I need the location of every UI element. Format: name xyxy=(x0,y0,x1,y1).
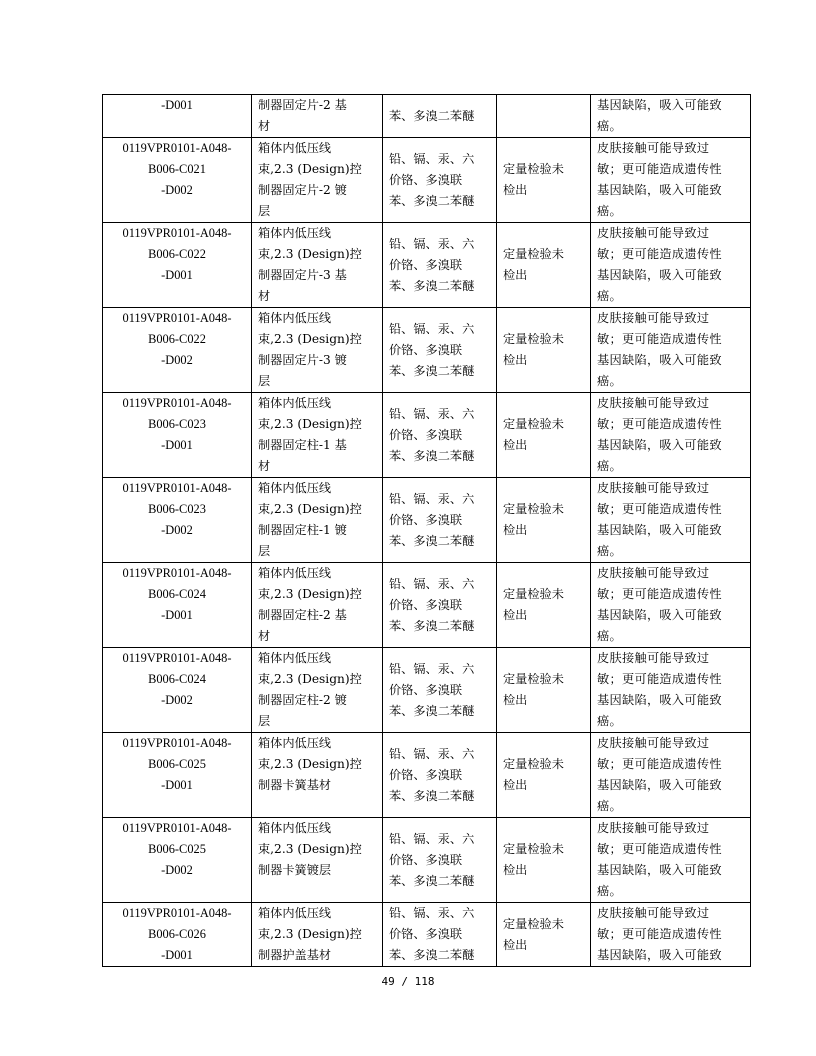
part-id-line: B006-C022 xyxy=(148,332,206,346)
part-id-line: 0119VPR0101-A048- xyxy=(122,226,232,240)
test-result-line: 定量检验未 xyxy=(503,502,564,516)
table-row xyxy=(103,138,751,223)
test-result-line: 定量检验未 xyxy=(503,842,564,856)
part-name-line: 层 xyxy=(258,714,271,728)
test-result-line: 检出 xyxy=(503,863,528,877)
part-name-line: 箱体内低压线 xyxy=(258,651,332,665)
tested-substances-line: 铅、镉、汞、六 xyxy=(389,151,475,166)
part-name-line: 制器固定柱-1 镀 xyxy=(258,523,347,537)
health-risk-line: 癌。 xyxy=(597,544,622,558)
health-risk-line: 基因缺陷，吸入可能致 xyxy=(597,863,722,877)
health-risk-line: 皮肤接触可能导致过 xyxy=(597,311,710,325)
health-risk-line: 敏；更可能造成遗传性 xyxy=(597,502,722,516)
tested-substances-line: 苯、多溴二苯醚 xyxy=(389,703,475,718)
part-id-line: -D002 xyxy=(161,183,193,197)
part-id-cell xyxy=(103,223,252,308)
part-id-line: -D002 xyxy=(161,693,193,707)
health-risk-line: 基因缺陷，吸入可能致 xyxy=(597,523,722,537)
health-risk-line: 敏；更可能造成遗传性 xyxy=(597,162,722,176)
part-id-line: B006-C025 xyxy=(148,842,206,856)
part-name-cell xyxy=(252,733,383,818)
part-id-cell xyxy=(103,648,252,733)
test-result-cell xyxy=(497,733,591,818)
part-name-cell xyxy=(252,223,383,308)
tested-substances-line: 价铬、多溴联 xyxy=(389,512,463,527)
table-row xyxy=(103,478,751,563)
part-name-cell xyxy=(252,648,383,733)
tested-substances-cell xyxy=(383,733,497,818)
health-risk-line: 敏；更可能造成遗传性 xyxy=(597,757,722,771)
test-result-cell xyxy=(497,95,591,138)
part-name-line: 束,2.3 (Design)控 xyxy=(258,672,362,686)
part-id-line: -D001 xyxy=(161,608,193,622)
part-name-line: 材 xyxy=(258,629,271,643)
tested-substances-line: 价铬、多溴联 xyxy=(389,927,463,941)
part-name-line: 制器固定柱-2 基 xyxy=(258,608,347,622)
tested-substances-line: 价铬、多溴联 xyxy=(389,682,463,697)
part-name-line: 制器卡簧镀层 xyxy=(258,863,332,877)
table-row xyxy=(103,648,751,733)
tested-substances-cell xyxy=(383,308,497,393)
part-id-line: 0119VPR0101-A048- xyxy=(122,141,232,155)
health-risk-line: 基因缺陷，吸入可能致 xyxy=(597,268,722,282)
health-risk-line: 皮肤接触可能导致过 xyxy=(597,821,710,835)
health-risk-line: 基因缺陷，吸入可能致 xyxy=(597,98,722,112)
part-name-line: 束,2.3 (Design)控 xyxy=(258,757,362,771)
part-id-line: 0119VPR0101-A048- xyxy=(122,821,232,835)
health-risk-line: 皮肤接触可能导致过 xyxy=(597,651,710,665)
test-result-line: 检出 xyxy=(503,937,528,952)
part-id-line: B006-C021 xyxy=(148,162,206,176)
table-row xyxy=(103,223,751,308)
test-result-cell xyxy=(497,478,591,563)
health-risk-line: 基因缺陷，吸入可能致 xyxy=(597,608,722,622)
health-risk-cell xyxy=(591,95,751,138)
part-name-line: 材 xyxy=(258,459,271,473)
table-row xyxy=(103,563,751,648)
health-risk-line: 基因缺陷，吸入可能致 xyxy=(597,778,722,792)
part-name-line: 层 xyxy=(258,374,271,388)
health-risk-line: 基因缺陷，吸入可能致 xyxy=(597,183,722,197)
tested-substances-line: 铅、镉、汞、六 xyxy=(389,236,475,251)
part-id-line: -D002 xyxy=(161,863,193,877)
tested-substances-cell xyxy=(383,648,497,733)
test-result-line: 定量检验未 xyxy=(503,672,564,686)
table-row xyxy=(103,95,751,138)
part-name-line: 材 xyxy=(258,289,271,303)
tested-substances-line: 价铬、多溴联 xyxy=(389,597,463,612)
part-name-line: 束,2.3 (Design)控 xyxy=(258,587,362,601)
part-id-cell xyxy=(103,393,252,478)
health-risk-line: 癌。 xyxy=(597,374,622,388)
test-result-cell xyxy=(497,138,591,223)
health-risk-line: 敏；更可能造成遗传性 xyxy=(597,927,722,941)
table-row xyxy=(103,733,751,818)
test-result-cell xyxy=(497,903,591,967)
test-result-cell xyxy=(497,563,591,648)
part-id-cell xyxy=(103,95,252,138)
part-id-line: -D001 xyxy=(161,268,193,282)
tested-substances-line: 价铬、多溴联 xyxy=(389,172,463,187)
part-name-line: 箱体内低压线 xyxy=(258,396,332,410)
test-result-line: 检出 xyxy=(503,268,528,282)
part-name-cell xyxy=(252,818,383,903)
part-id-line: -D001 xyxy=(161,778,193,792)
test-result-line: 检出 xyxy=(503,523,528,537)
health-risk-line: 癌。 xyxy=(597,119,622,133)
part-id-line: 0119VPR0101-A048- xyxy=(122,311,232,325)
part-name-line: 束,2.3 (Design)控 xyxy=(258,332,362,346)
health-risk-line: 敏；更可能造成遗传性 xyxy=(597,842,722,856)
test-result-line: 定量检验未 xyxy=(503,162,564,176)
part-id-line: -D002 xyxy=(161,353,193,367)
part-name-line: 材 xyxy=(258,119,271,133)
table-row xyxy=(103,308,751,393)
part-id-line: 0119VPR0101-A048- xyxy=(122,396,232,410)
tested-substances-line: 价铬、多溴联 xyxy=(389,852,463,867)
tested-substances-line: 苯、多溴二苯醚 xyxy=(389,948,475,962)
tested-substances-line: 铅、镉、汞、六 xyxy=(389,576,475,591)
tested-substances-line: 铅、镉、汞、六 xyxy=(389,406,475,421)
part-name-line: 层 xyxy=(258,204,271,218)
part-id-line: 0119VPR0101-A048- xyxy=(122,651,232,665)
health-risk-line: 皮肤接触可能导致过 xyxy=(597,396,710,410)
test-result-cell xyxy=(497,648,591,733)
health-risk-line: 皮肤接触可能导致过 xyxy=(597,566,710,580)
part-id-line: -D001 xyxy=(161,438,193,452)
health-risk-cell xyxy=(591,223,751,308)
part-id-cell xyxy=(103,308,252,393)
part-name-line: 层 xyxy=(258,544,271,558)
health-risk-cell xyxy=(591,818,751,903)
part-name-line: 制器固定片-3 镀 xyxy=(258,353,347,367)
tested-substances-line: 铅、镉、汞、六 xyxy=(389,906,475,920)
tested-substances-line: 价铬、多溴联 xyxy=(389,342,463,357)
part-id-line: B006-C025 xyxy=(148,757,206,771)
tested-substances-cell xyxy=(383,138,497,223)
tested-substances-line: 苯、多溴二苯醚 xyxy=(389,108,475,123)
part-id-line: B006-C026 xyxy=(148,927,206,941)
part-id-cell xyxy=(103,818,252,903)
tested-substances-line: 苯、多溴二苯醚 xyxy=(389,278,475,293)
part-name-line: 制器卡簧基材 xyxy=(258,778,332,792)
part-id-cell xyxy=(103,563,252,648)
part-name-line: 箱体内低压线 xyxy=(258,141,332,155)
tested-substances-line: 苯、多溴二苯醚 xyxy=(389,873,475,888)
health-risk-cell xyxy=(591,563,751,648)
part-id-line: -D001 xyxy=(161,948,193,962)
health-risk-line: 癌。 xyxy=(597,884,622,898)
tested-substances-line: 铅、镉、汞、六 xyxy=(389,661,475,676)
health-risk-line: 敏；更可能造成遗传性 xyxy=(597,247,722,261)
part-id-line: -D001 xyxy=(161,98,193,112)
health-risk-line: 皮肤接触可能导致过 xyxy=(597,736,710,750)
health-risk-line: 基因缺陷，吸入可能致 xyxy=(597,353,722,367)
part-name-line: 束,2.3 (Design)控 xyxy=(258,247,362,261)
part-name-line: 制器护盖基材 xyxy=(258,948,332,962)
table-body xyxy=(103,95,751,967)
part-id-line: B006-C022 xyxy=(148,247,206,261)
part-id-line: 0119VPR0101-A048- xyxy=(122,566,232,580)
part-name-cell xyxy=(252,308,383,393)
page-number: 49 / 118 xyxy=(381,975,435,988)
health-risk-line: 癌。 xyxy=(597,799,622,813)
part-name-line: 制器固定片-2 基 xyxy=(258,98,347,112)
health-risk-line: 皮肤接触可能导致过 xyxy=(597,141,710,155)
part-id-cell xyxy=(103,478,252,563)
tested-substances-line: 价铬、多溴联 xyxy=(389,767,463,782)
part-name-line: 箱体内低压线 xyxy=(258,311,332,325)
part-name-line: 束,2.3 (Design)控 xyxy=(258,842,362,856)
part-id-line: 0119VPR0101-A048- xyxy=(122,736,232,750)
part-id-cell xyxy=(103,903,252,967)
health-risk-cell xyxy=(591,138,751,223)
health-risk-line: 癌。 xyxy=(597,629,622,643)
part-name-line: 箱体内低压线 xyxy=(258,906,332,920)
health-risk-cell xyxy=(591,478,751,563)
health-risk-line: 癌。 xyxy=(597,204,622,218)
health-risk-cell xyxy=(591,308,751,393)
part-id-cell xyxy=(103,733,252,818)
part-id-line: B006-C024 xyxy=(148,587,206,601)
tested-substances-cell xyxy=(383,903,497,967)
health-risk-line: 皮肤接触可能导致过 xyxy=(597,226,710,240)
part-name-line: 束,2.3 (Design)控 xyxy=(258,502,362,516)
part-name-line: 箱体内低压线 xyxy=(258,821,332,835)
health-risk-line: 癌。 xyxy=(597,714,622,728)
health-risk-line: 基因缺陷，吸入可能致 xyxy=(597,438,722,452)
tested-substances-line: 苯、多溴二苯醚 xyxy=(389,193,475,208)
test-result-line: 检出 xyxy=(503,438,528,452)
part-name-cell xyxy=(252,95,383,138)
test-result-cell xyxy=(497,308,591,393)
health-risk-line: 皮肤接触可能导致过 xyxy=(597,481,710,495)
table-row xyxy=(103,393,751,478)
part-name-line: 箱体内低压线 xyxy=(258,481,332,495)
health-risk-cell xyxy=(591,733,751,818)
part-id-line: -D002 xyxy=(161,523,193,537)
part-id-line: B006-C023 xyxy=(148,502,206,516)
part-id-line: B006-C024 xyxy=(148,672,206,686)
tested-substances-line: 苯、多溴二苯醚 xyxy=(389,788,475,803)
test-result-cell xyxy=(497,223,591,308)
tested-substances-line: 苯、多溴二苯醚 xyxy=(389,618,475,633)
test-result-cell xyxy=(497,818,591,903)
tested-substances-line: 铅、镉、汞、六 xyxy=(389,491,475,506)
health-risk-line: 基因缺陷，吸入可能致 xyxy=(597,948,722,962)
tested-substances-cell xyxy=(383,95,497,138)
part-name-line: 制器固定片-2 镀 xyxy=(258,183,347,197)
test-result-line: 定量检验未 xyxy=(503,916,564,931)
tested-substances-line: 铅、镉、汞、六 xyxy=(389,321,475,336)
table-row xyxy=(103,818,751,903)
health-risk-line: 敏；更可能造成遗传性 xyxy=(597,672,722,686)
part-name-line: 箱体内低压线 xyxy=(258,736,332,750)
test-result-line: 检出 xyxy=(503,353,528,367)
tested-substances-line: 铅、镉、汞、六 xyxy=(389,746,475,761)
health-risk-line: 癌。 xyxy=(597,459,622,473)
test-result-line: 定量检验未 xyxy=(503,247,564,261)
test-result-line: 定量检验未 xyxy=(503,332,564,346)
health-risk-cell xyxy=(591,903,751,967)
tested-substances-line: 价铬、多溴联 xyxy=(389,257,463,272)
table-row xyxy=(103,903,751,967)
health-risk-line: 癌。 xyxy=(597,289,622,303)
part-id-line: B006-C023 xyxy=(148,417,206,431)
tested-substances-cell xyxy=(383,818,497,903)
part-id-line: 0119VPR0101-A048- xyxy=(122,906,232,920)
substance-test-table xyxy=(102,94,751,967)
part-name-cell xyxy=(252,903,383,967)
part-name-line: 制器固定片-3 基 xyxy=(258,268,347,282)
tested-substances-line: 苯、多溴二苯醚 xyxy=(389,533,475,548)
part-name-line: 箱体内低压线 xyxy=(258,226,332,240)
part-id-line: 0119VPR0101-A048- xyxy=(122,481,232,495)
health-risk-cell xyxy=(591,648,751,733)
health-risk-line: 敏；更可能造成遗传性 xyxy=(597,587,722,601)
test-result-line: 定量检验未 xyxy=(503,417,564,431)
part-name-cell xyxy=(252,478,383,563)
part-name-line: 箱体内低压线 xyxy=(258,566,332,580)
part-name-cell xyxy=(252,393,383,478)
part-name-cell xyxy=(252,563,383,648)
part-name-line: 制器固定柱-1 基 xyxy=(258,438,347,452)
tested-substances-line: 价铬、多溴联 xyxy=(389,427,463,442)
tested-substances-line: 苯、多溴二苯醚 xyxy=(389,363,475,378)
health-risk-cell xyxy=(591,393,751,478)
tested-substances-cell xyxy=(383,223,497,308)
tested-substances-cell xyxy=(383,393,497,478)
test-result-line: 检出 xyxy=(503,608,528,622)
part-name-line: 束,2.3 (Design)控 xyxy=(258,927,362,941)
health-risk-line: 基因缺陷，吸入可能致 xyxy=(597,693,722,707)
health-risk-line: 敏；更可能造成遗传性 xyxy=(597,417,722,431)
test-result-line: 检出 xyxy=(503,778,528,792)
health-risk-line: 敏；更可能造成遗传性 xyxy=(597,332,722,346)
part-name-cell xyxy=(252,138,383,223)
part-id-cell xyxy=(103,138,252,223)
health-risk-line: 皮肤接触可能导致过 xyxy=(597,906,710,920)
test-result-cell xyxy=(497,393,591,478)
test-result-line: 定量检验未 xyxy=(503,757,564,771)
part-name-line: 束,2.3 (Design)控 xyxy=(258,162,362,176)
part-name-line: 束,2.3 (Design)控 xyxy=(258,417,362,431)
tested-substances-line: 苯、多溴二苯醚 xyxy=(389,448,475,463)
tested-substances-cell xyxy=(383,478,497,563)
test-result-line: 检出 xyxy=(503,693,528,707)
test-result-line: 检出 xyxy=(503,183,528,197)
tested-substances-cell xyxy=(383,563,497,648)
tested-substances-line: 铅、镉、汞、六 xyxy=(389,831,475,846)
test-result-line: 定量检验未 xyxy=(503,587,564,601)
part-name-line: 制器固定柱-2 镀 xyxy=(258,693,347,707)
